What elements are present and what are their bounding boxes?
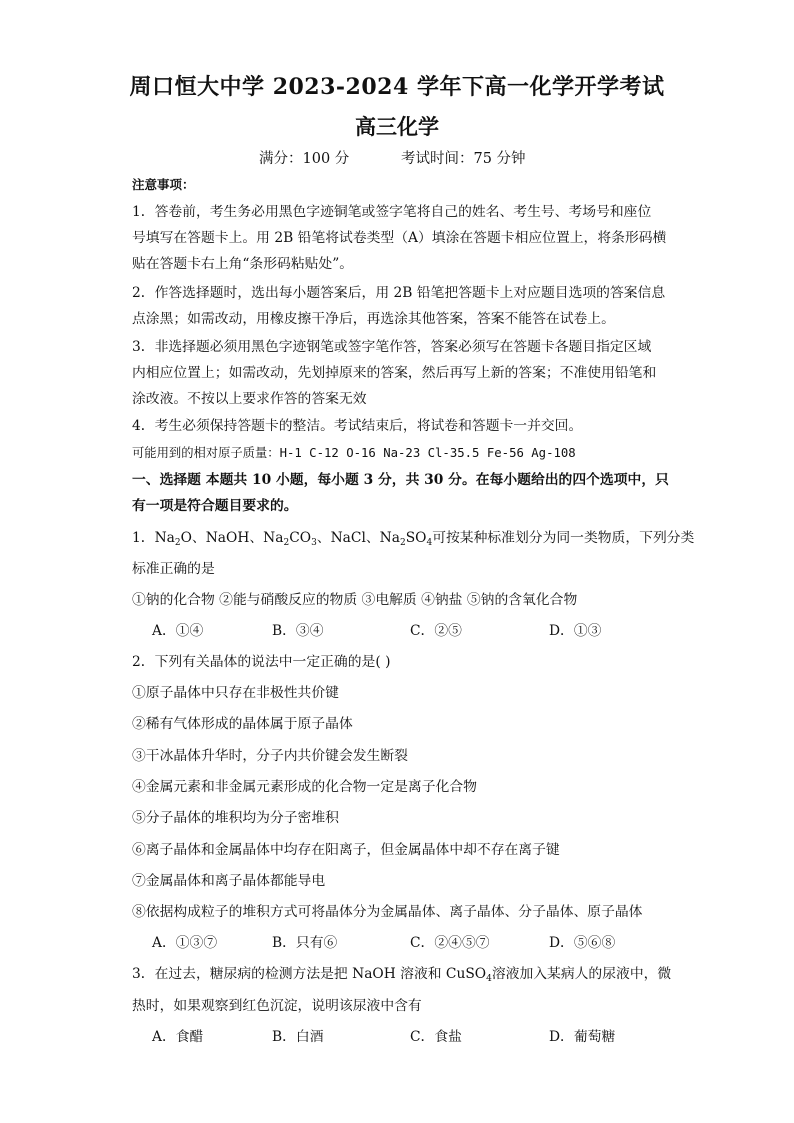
q2-item: ⑧依据构成粒子的堆积方式可将晶体分为金属晶体、离子晶体、分子晶体、原子晶体: [132, 904, 643, 920]
note-line: 3．非选择题必须用黑色字迹钢笔或签字笔作答，答案必须写在答题卡各题目指定区域: [132, 339, 652, 355]
q2-item: ③干冰晶体升华时，分子内共价键会发生断裂: [132, 748, 408, 764]
note-line: 点涂黑；如需改动，用橡皮擦干净后，再选涂其他答案，答案不能答在试卷上。: [132, 311, 615, 327]
q2-item: ⑤分子晶体的堆积均为分子密堆积: [132, 810, 339, 826]
q2-item: ②稀有气体形成的晶体属于原子晶体: [132, 716, 353, 732]
q2-option-d[interactable]: D．⑤⑥⑧: [549, 935, 616, 951]
full-score: 满分：100 分: [259, 151, 350, 167]
exam-time: 考试时间：75 分钟: [401, 151, 526, 167]
q2-item: ①原子晶体中只存在非极性共价键: [132, 685, 339, 701]
note-line: 内相应位置上；如需改动，先划掉原来的答案，然后再写上新的答案；不准使用铅笔和: [132, 365, 657, 381]
section-heading-cont: 有一项是符合题目要求的。: [132, 498, 298, 514]
q3-option-b[interactable]: B．白酒: [272, 1029, 324, 1045]
note-line: 2．作答选择题时，选出每小题答案后，用 2B 铅笔把答题卡上对应题目选项的答案信息: [132, 285, 666, 301]
notes-heading: 注意事项：: [132, 177, 195, 192]
atomic-masses: 可能用到的相对原子质量：H-1 C-12 O-16 Na-23 Cl-35.5 Fe-56 Ag-108: [132, 446, 576, 460]
q3-option-d[interactable]: D．葡萄糖: [549, 1029, 616, 1045]
q3-option-c[interactable]: C．食盐: [410, 1029, 462, 1045]
q3-stem: 3．在过去，糖尿病的检测方法是把 NaOH 溶液和 CuSO$_4$溶液加入某病人的尿液中，微: [132, 966, 672, 984]
section-heading: 一、选择题 本题共 10 小题，每小题 3 分，共 30 分。在每小题给出的四个选项中，只: [132, 472, 669, 488]
q3-stem-cont: 热时，如果观察到红色沉淀，说明该尿液中含有: [132, 998, 422, 1014]
note-line: 贴在答题卡右上角“条形码粘贴处”。: [132, 256, 354, 272]
q1-option-b[interactable]: B．③④: [272, 623, 324, 639]
q1-option-a[interactable]: A．①④: [152, 623, 204, 639]
q2-item: ⑥离子晶体和金属晶体中均存在阳离子，但金属晶体中却不存在离子键: [132, 842, 560, 858]
note-line: 号填写在答题卡上。用 2B 铅笔将试卷类型（A）填涂在答题卡相应位置上，将条形码横: [132, 230, 667, 246]
q2-item: ⑦金属晶体和离子晶体都能导电: [132, 873, 326, 889]
q2-stem: 2．下列有关晶体的说法中一定正确的是( ): [132, 654, 391, 670]
q3-option-a[interactable]: A．食醋: [152, 1029, 204, 1045]
exam-subtitle: 高三化学: [355, 114, 439, 139]
note-line: 4．考生必须保持答题卡的整洁。考试结束后，将试卷和答题卡一并交回。: [132, 418, 583, 434]
exam-title: 周口恒大中学 2023-2024 学年下高一化学开学考试: [129, 74, 665, 100]
q1-option-c[interactable]: C．②⑤: [410, 623, 462, 639]
q2-option-b[interactable]: B．只有⑥: [272, 935, 338, 951]
q2-item: ④金属元素和非金属元素形成的化合物一定是离子化合物: [132, 779, 477, 795]
q1-items: ①钠的化合物 ②能与硝酸反应的物质 ③电解质 ④钠盐 ⑤钠的含氧化合物: [132, 592, 578, 608]
note-line: 涂改液。不按以上要求作答的答案无效: [132, 391, 367, 407]
q2-option-c[interactable]: C．②④⑤⑦: [410, 935, 490, 951]
q1-option-d[interactable]: D．①③: [549, 623, 602, 639]
note-line: 1．答卷前，考生务必用黑色字迹铜笔或签字笔将自己的姓名、考生号、考场号和座位: [132, 204, 652, 220]
q1-stem: 1．$Na_2O$、NaOH、$Na_2CO_3$、NaCl、$Na_2SO_4$可按某种标准划分为同一类物质，下列分类: [132, 530, 695, 548]
q2-option-a[interactable]: A．①③⑦: [152, 935, 218, 951]
q1-stem-cont: 标准正确的是: [132, 561, 215, 577]
